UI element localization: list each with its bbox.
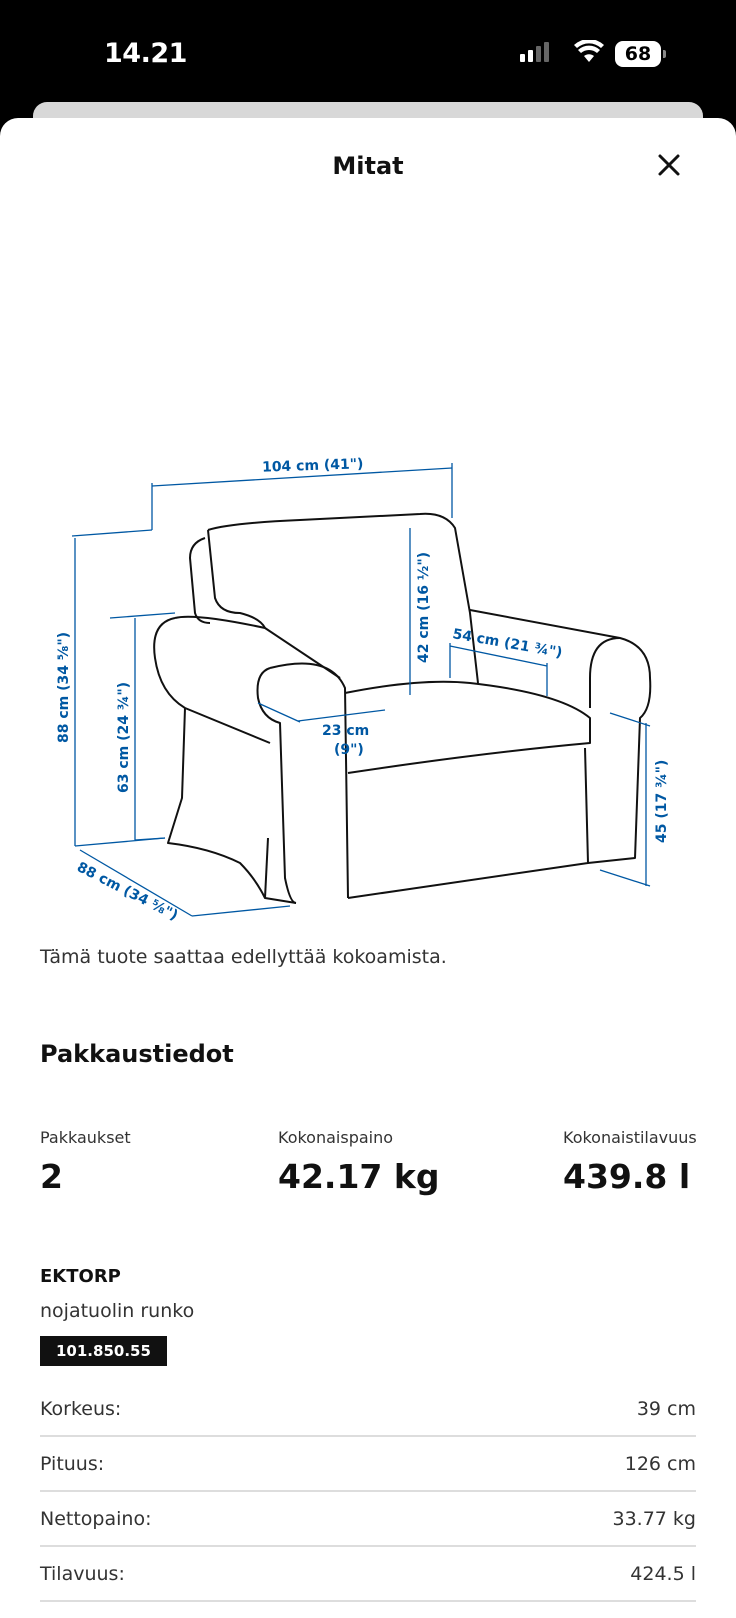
- detail-value: 33.77 kg: [612, 1507, 696, 1530]
- seat-depth-label: 54 cm (21 ¾"): [451, 626, 564, 662]
- armchair-drawing: [154, 514, 650, 903]
- battery-indicator: 68: [615, 41, 661, 67]
- detail-row: [40, 1492, 696, 1547]
- article-number: 101.850.55: [40, 1336, 167, 1366]
- stat-value: 42.17 kg: [278, 1157, 440, 1196]
- cellular-signal-icon: [520, 42, 549, 62]
- detail-value: 424.5 l: [630, 1562, 696, 1585]
- detail-row: [40, 1437, 696, 1492]
- armchair-dimension-diagram: [0, 318, 736, 938]
- stat-value: 2: [40, 1157, 63, 1196]
- dimensions-sheet: [0, 118, 736, 1618]
- width-label: 104 cm (41"): [261, 456, 364, 476]
- detail-label: Korkeus:: [40, 1397, 122, 1420]
- wifi-icon: [573, 40, 605, 64]
- assembly-note: Tämä tuote saattaa edellyttää kokoamista.: [40, 946, 447, 968]
- detail-row: [40, 1547, 696, 1602]
- stat-packages: [40, 1128, 131, 1196]
- stat-label: Kokonaispaino: [278, 1128, 394, 1147]
- detail-value: 39 cm: [636, 1397, 696, 1420]
- arm-width-label: 23 cm: [322, 723, 370, 739]
- close-icon[interactable]: [652, 148, 686, 182]
- stat-value: 439.8 l: [563, 1157, 691, 1196]
- stat-total-weight: [278, 1128, 439, 1196]
- product-name: EKTORP: [40, 1266, 121, 1287]
- height-label: 88 cm (34 ⅝"): [56, 631, 72, 743]
- detail-label: Nettopaino:: [40, 1507, 152, 1530]
- stat-label: Pakkaukset: [40, 1128, 131, 1147]
- depth-label: 88 cm (34 ⅝"): [74, 859, 181, 924]
- detail-row: [40, 1382, 696, 1437]
- stat-total-volume: [563, 1128, 697, 1196]
- arm-width-inch-label: (9"): [334, 742, 364, 758]
- package-details: [40, 1382, 696, 1602]
- back-height-label: 42 cm (16 ½"): [416, 551, 432, 663]
- arm-height-label: 63 cm (24 ¾"): [116, 681, 132, 793]
- stat-label: Kokonaistilavuus: [563, 1128, 697, 1147]
- detail-value: 126 cm: [624, 1452, 696, 1475]
- status-bar: [0, 0, 736, 100]
- detail-label: Pituus:: [40, 1452, 105, 1475]
- sheet-title: Mitat: [332, 152, 404, 180]
- seat-height-label: 45 (17 ¾"): [654, 759, 670, 843]
- product-description: nojatuolin runko: [40, 1300, 195, 1322]
- status-time: 14.21: [104, 38, 187, 69]
- packaging-title: Pakkaustiedot: [40, 1040, 234, 1068]
- detail-label: Tilavuus:: [40, 1562, 125, 1585]
